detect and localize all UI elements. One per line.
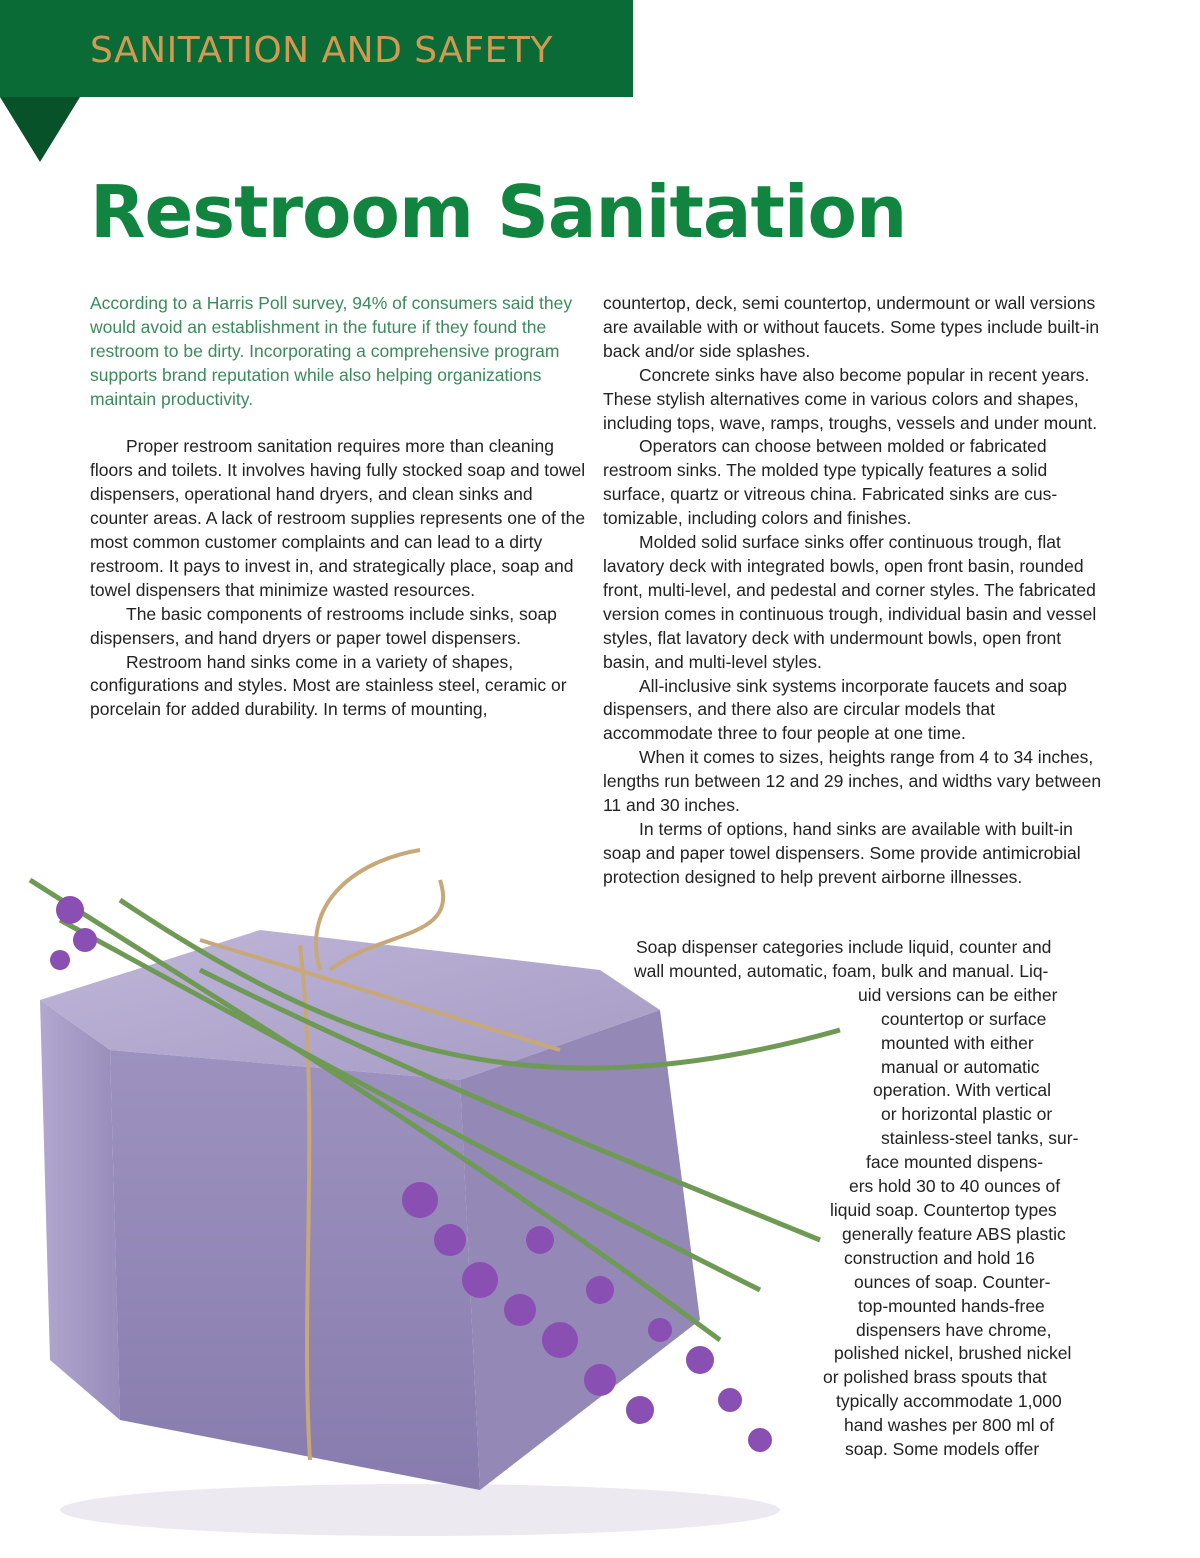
text-line: hand washes per 800 ml of [844,1415,1055,1436]
text-line: Soap dispenser categories include liquid, counter and [636,937,1052,957]
text-line: liquid soap. Countertop types [830,1199,1057,1220]
text-line: face mounted dispens- [866,1152,1044,1173]
body-paragraph: Concrete sinks have also become popular in recent years. These stylish alternatives come in various colors and shapes, including tops, wave, ramps, troughs, vessels and under mount. [603,364,1098,433]
text-line: or polished brass spouts that [823,1367,1047,1388]
body-paragraph: countertop, deck, semi countertop, undermount or wall versions are available with or without faucets. Some types include built-in back and/or side splashes. [603,293,1100,361]
right-column [603,292,1103,890]
wrapped-paragraph [600,936,1120,1462]
text-line: wall mounted, automatic, foam, bulk and manual. Liq- [634,960,1049,981]
body-paragraph: All-inclusive sink systems incorporate faucets and soap dispensers, and there also are circular models that accommodate three to four people at one time. [603,675,1067,744]
section-kicker: SANITATION AND SAFETY [90,30,553,71]
text-line: construction and hold 16 [844,1247,1035,1268]
text-line: top-mounted hands-free [858,1295,1045,1316]
text-line: dispensers have chrome, [856,1319,1052,1340]
text-line: typically accommodate 1,000 [836,1391,1062,1412]
body-paragraph: In terms of options, hand sinks are available with built-in soap and paper towel dispensers. Some provide antimicrobial protection designed to help prevent airborne illnesses. [603,818,1081,887]
body-paragraph: When it comes to sizes, heights range from 4 to 34 inches, lengths run between 12 and 29 inches, and widths vary between 11 and 30 inches. [603,747,1102,816]
text-line: manual or automatic [881,1056,1040,1077]
text-line: operation. With vertical [873,1080,1051,1101]
body-paragraph: Proper restroom sanitation requires more than cleaning floors and toilets. It involves having fully stocked soap and towel dispensers, operational hand dryers, and clean sinks and counter areas. A lack of restroom supplies represents one of the most common customer complaints and can lead to a dirty restroom. It pays to invest in, and strategically place, soap and towel dispensers that minimize wasted resources. [90,436,586,600]
text-line: ounces of soap. Counter- [854,1271,1051,1292]
body-paragraph: Molded solid surface sinks offer continuous trough, flat lavatory deck with integrated bowls, open front basin, rounded front, multi-level, and pedestal and corner styles. The fabricated version comes in continuous trough, individual basin and vessel styles, flat lavatory deck with undermount bowls, open front basin, and multi-level styles. [603,532,1097,672]
text-line: stainless-steel tanks, sur- [881,1128,1079,1149]
text-line: soap. Some models offer [845,1439,1040,1460]
left-column [90,292,590,722]
page-title: Restroom Sanitation [90,170,907,254]
banner-tab-triangle [0,97,80,162]
soap-side-face [40,1000,120,1420]
text-line: mounted with either [881,1032,1034,1053]
lede-paragraph: According to a Harris Poll survey, 94% of consumers said they would avoid an establishment in the future if they found the restroom to be dirty. Incorporating a comprehensive program supports brand reputation while also helping organizations maintain productivity. [90,293,573,409]
text-line: ers hold 30 to 40 ounces of [849,1176,1061,1197]
body-paragraph: Operators can choose between molded or fabricated restroom sinks. The molded type typically features a solid surface, quartz or vitreous china. Fabricated sinks are customizable, including colors and finishes. [603,436,1058,529]
text-line: or horizontal plastic or [881,1104,1053,1125]
body-paragraph: The basic components of restrooms include sinks, soap dispensers, and hand dryers or paper towel dispensers. [90,603,557,648]
text-line: generally feature ABS plastic [842,1223,1066,1244]
text-line: countertop or surface [881,1008,1047,1029]
text-line: polished nickel, brushed nickel [834,1343,1072,1364]
soap-shadow [60,1484,780,1536]
body-paragraph: Restroom hand sinks come in a variety of shapes, configurations and styles. Most are stainless steel, ceramic or porcelain for added durability. In terms of mounting, [90,651,567,720]
text-line: uid versions can be either [858,984,1058,1005]
